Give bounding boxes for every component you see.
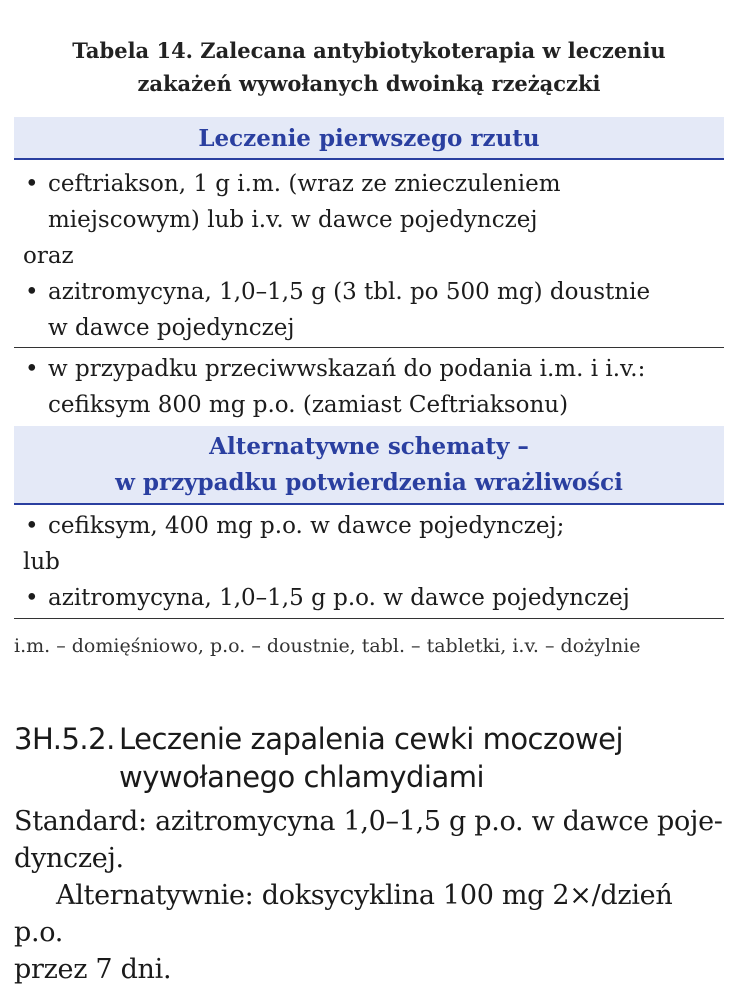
azithromycin-line-2: w dawce pojedynczej (48, 315, 295, 341)
list-item-ceftriaxone (14, 166, 724, 238)
paragraph-alternative (14, 877, 726, 988)
section-heading (14, 720, 734, 796)
header-alternative-schemes (14, 426, 724, 505)
contraindication-line-1: w przypadku przeciwwskazań do podania i.m. i i.v.: (48, 356, 646, 382)
paragraph-alternative-line-1: Alternatywnie: doksycyklina 100 mg 2×/dzień p.o. (14, 880, 673, 948)
alternative-block (14, 505, 724, 619)
ceftriaxone-line-2: miejscowym) lub i.v. w dawce pojedynczej (48, 207, 538, 233)
bullet-icon: • (25, 356, 39, 382)
connector-lub: lub (23, 549, 60, 575)
section-title-line-2: wywołanego chlamydiami (119, 760, 485, 794)
azithromycin-alt-text: azitromycyna, 1,0–1,5 g p.o. w dawce pojedynczej (48, 585, 630, 611)
cefixime-text: cefiksym, 400 mg p.o. w dawce pojedynczej; (48, 513, 565, 539)
table-caption (14, 34, 724, 100)
list-item-azithromycin (14, 274, 724, 346)
list-item-cefixime (14, 508, 724, 544)
table-caption-line-1: Tabela 14. Zalecana antybiotykoterapia w leczeniu (72, 38, 666, 63)
paragraph-alternative-line-2: przez 7 dni. (14, 954, 172, 985)
section-number: 3H.5.2. (14, 722, 115, 756)
ceftriaxone-line-1: ceftriakson, 1 g i.m. (wraz ze znieczuleniem (48, 171, 561, 197)
bullet-icon: • (25, 513, 39, 539)
section-title-line-1: Leczenie zapalenia cewki moczowej (119, 722, 624, 756)
antibiotic-therapy-table (14, 117, 724, 661)
contraindication-block (14, 348, 724, 426)
table-caption-line-2: zakażeń wywołanych dwoinką rzeżączki (137, 71, 601, 96)
first-line-block (14, 160, 724, 348)
table-footnote: i.m. – domięśniowo, p.o. – doustnie, tabl. – tabletki, i.v. – dożylnie (14, 635, 641, 657)
contraindication-line-2: cefiksym 800 mg p.o. (zamiast Ceftriaksonu) (48, 392, 569, 418)
paragraph-standard-line-1: Standard: azitromycyna 1,0–1,5 g p.o. w dawce poje- (14, 806, 723, 837)
header-alternative-line-1: Alternatywne schematy – (209, 433, 529, 460)
paragraph-standard (14, 803, 726, 877)
bullet-icon: • (25, 279, 39, 305)
connector-oraz: oraz (23, 243, 74, 269)
azithromycin-line-1: azitromycyna, 1,0–1,5 g (3 tbl. po 500 mg) doustnie (48, 279, 651, 305)
bullet-icon: • (25, 171, 39, 197)
header-alternative-line-2: w przypadku potwierdzenia wrażliwości (115, 469, 623, 496)
paragraph-standard-line-2: dynczej. (14, 843, 124, 874)
bullet-icon: • (25, 585, 39, 611)
header-first-line-treatment: Leczenie pierwszego rzutu (14, 117, 724, 160)
list-item-azithromycin-alt (14, 580, 724, 616)
list-item-contraindication (14, 351, 724, 423)
